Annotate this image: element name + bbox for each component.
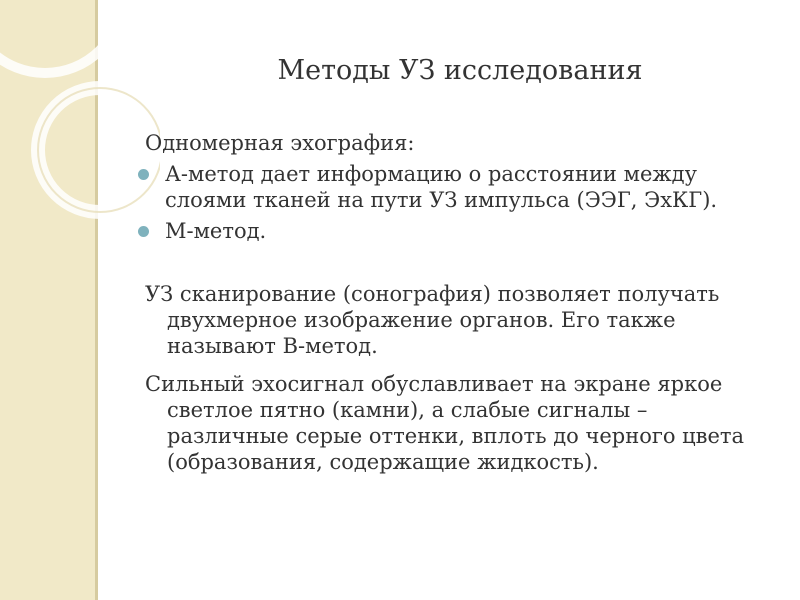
paragraph-echo-signal: Сильный эхосигнал обуславливает на экране яркое светлое пятно (камни), а слабые сигналы – различные серые оттенки, вплоть до черного цвета (образования, содержащие жидкость).: [145, 372, 745, 474]
slide-title: Методы УЗ исследования: [277, 55, 643, 86]
bullet-dot-icon: [138, 226, 149, 237]
bullet-text: А-метод дает информацию о расстоянии между слоями тканей на пути УЗ импульса (ЭЭГ, ЭхКГ).: [165, 162, 718, 212]
subheading: Одномерная эхография:: [145, 131, 415, 155]
bullet-dot-icon: [138, 169, 149, 180]
bullet-text: М-метод.: [165, 219, 267, 243]
slide-content: [135, 130, 775, 487]
bullet-item: [165, 218, 775, 244]
bullet-item: [165, 161, 775, 213]
paragraph-scanning: УЗ сканирование (сонография) позволяет получать двухмерное изображение органов. Его также называют В-метод.: [145, 282, 720, 358]
